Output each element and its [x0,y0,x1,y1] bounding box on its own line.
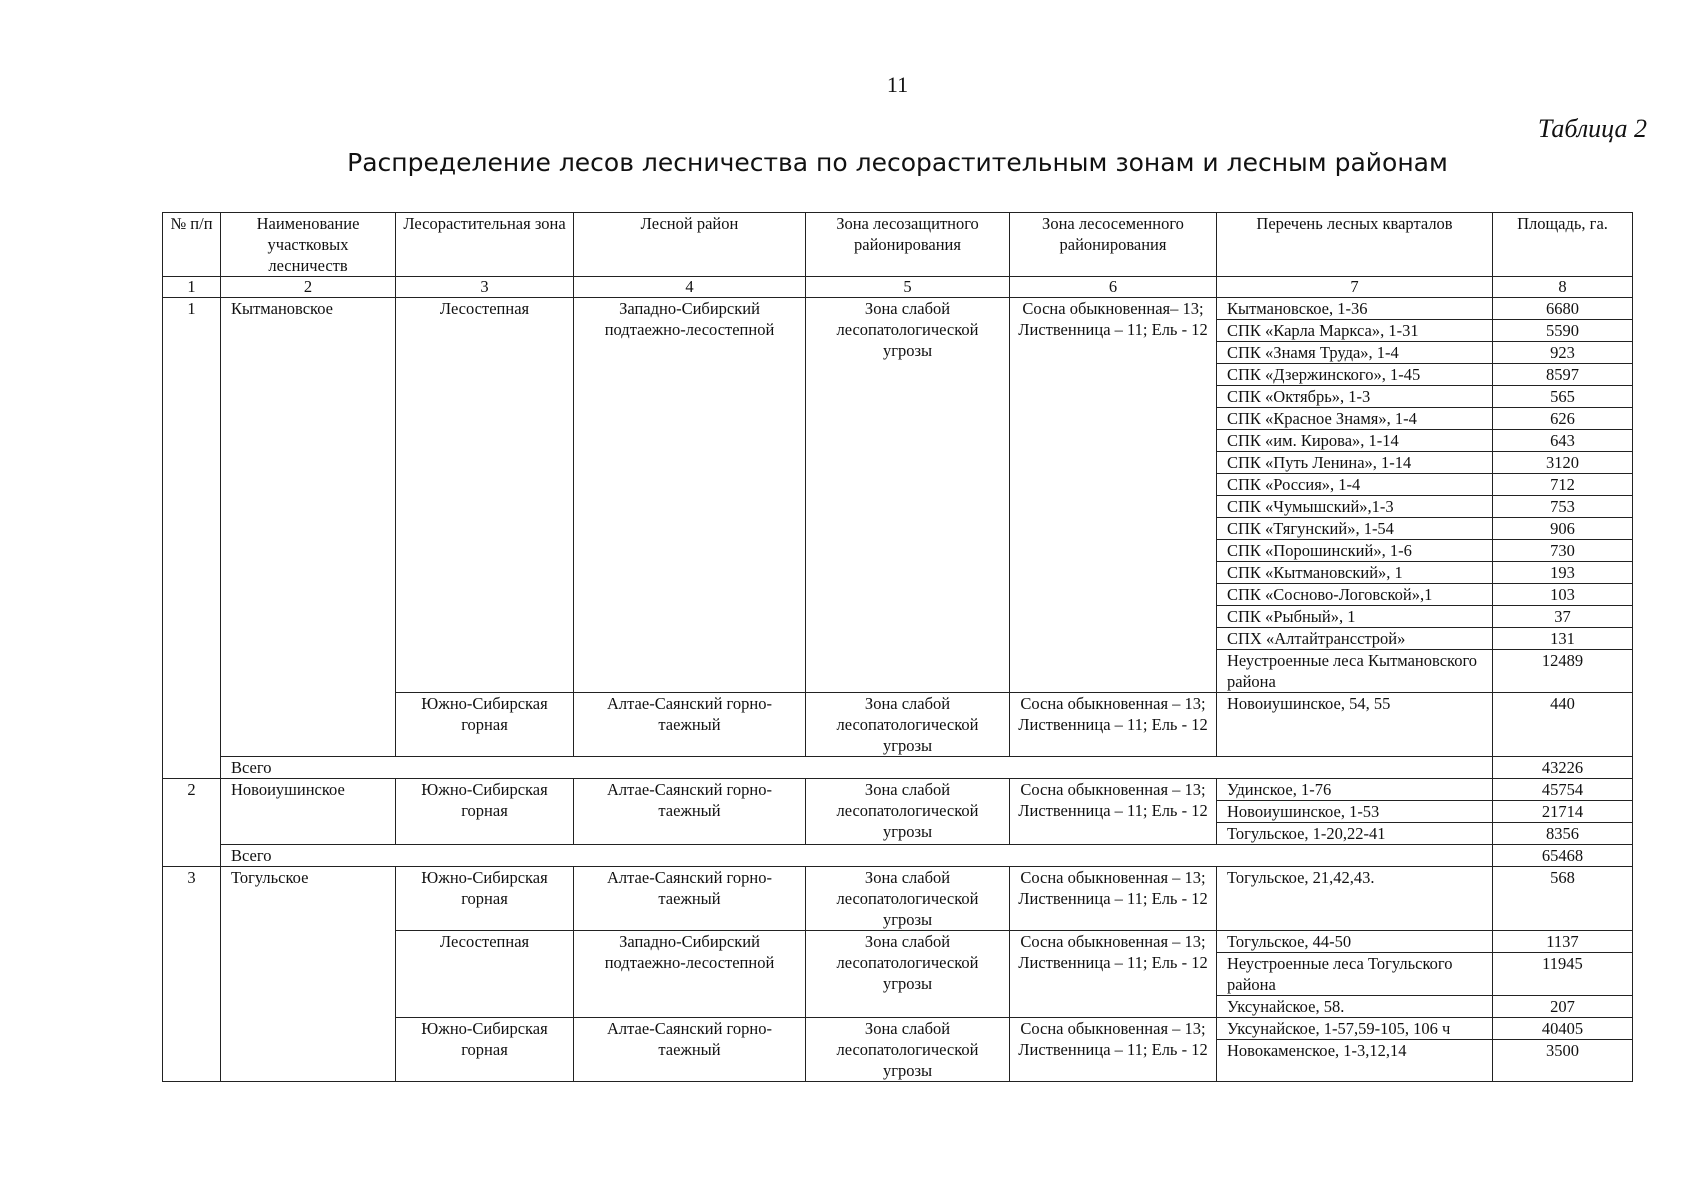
quarter-name: СПК «Октябрь», 1-3 [1217,386,1493,408]
quarter-area: 193 [1493,562,1633,584]
quarter-name: Кытмановское, 1-36 [1217,298,1493,320]
total-area: 43226 [1493,757,1633,779]
quarter-name: Неустроенные леса Кытмановского района [1217,650,1493,693]
forest-distribution-table [162,212,1633,1082]
forestry-number: 2 [163,779,221,867]
col-number: 2 [221,277,396,298]
quarter-area: 626 [1493,408,1633,430]
quarter-name: СПК «Красное Знамя», 1-4 [1217,408,1493,430]
quarter-name: СПК «Дзержинского», 1-45 [1217,364,1493,386]
quarter-name: СПК «Кытмановский», 1 [1217,562,1493,584]
total-label: Всего [221,757,1493,779]
quarter-name: СПК «Знамя Труда», 1-4 [1217,342,1493,364]
quarter-name: Неустроенные леса Тогульского района [1217,953,1493,996]
protection-zone: Зона слабой лесопатологической угрозы [806,931,1010,1018]
column-number-row [163,277,1633,298]
quarter-area: 6680 [1493,298,1633,320]
quarter-area: 45754 [1493,779,1633,801]
forest-region: Алтае-Саянский горно-таежный [574,693,806,757]
header-area: Площадь, га. [1493,213,1633,277]
col-number: 1 [163,277,221,298]
quarter-name: Новоиушинское, 54, 55 [1217,693,1493,757]
quarter-name: Тогульское, 21,42,43. [1217,867,1493,931]
quarter-area: 131 [1493,628,1633,650]
forestry-name: Новоиушинское [221,779,396,845]
seed-zone: Сосна обыкновенная – 13; Лиственница – 11; Ель - 12 [1010,779,1217,845]
header-vegetation-zone: Лесорастительная зона [396,213,574,277]
quarter-name: СПК «им. Кирова», 1-14 [1217,430,1493,452]
forest-region: Алтае-Саянский горно-таежный [574,1018,806,1082]
forest-region: Западно-Сибирский подтаежно-лесостепной [574,298,806,693]
total-row [163,845,1633,867]
quarter-name: Уксунайское, 58. [1217,996,1493,1018]
quarter-area: 643 [1493,430,1633,452]
forestry-number: 1 [163,298,221,779]
protection-zone: Зона слабой лесопатологической угрозы [806,693,1010,757]
quarter-name: СПК «Рыбный», 1 [1217,606,1493,628]
quarter-area: 40405 [1493,1018,1633,1040]
page-number: 11 [886,72,909,97]
seed-zone: Сосна обыкновенная– 13; Лиственница – 11; Ель - 12 [1010,298,1217,693]
quarter-area: 3120 [1493,452,1633,474]
quarter-name: СПХ «Алтайтрансстрой» [1217,628,1493,650]
quarter-name: Тогульское, 44-50 [1217,931,1493,953]
vegetation-zone: Южно-Сибирская горная [396,1018,574,1082]
seed-zone: Сосна обыкновенная – 13; Лиственница – 11; Ель - 12 [1010,1018,1217,1082]
quarter-area: 5590 [1493,320,1633,342]
quarter-name: СПК «Сосново-Логовской»,1 [1217,584,1493,606]
quarter-name: СПК «Россия», 1-4 [1217,474,1493,496]
header-forestry-name: Наименование участковых лесничеств [221,213,396,277]
quarter-area: 565 [1493,386,1633,408]
col-number: 8 [1493,277,1633,298]
forestry-number: 3 [163,867,221,1082]
forestry-name: Тогульское [221,867,396,1082]
forestry-name: Кытмановское [221,298,396,757]
col-number: 6 [1010,277,1217,298]
document-title: Распределение лесов лесничества по лесорастительным зонам и лесным районам [347,148,1448,177]
forest-region: Алтае-Саянский горно-таежный [574,779,806,845]
seed-zone: Сосна обыкновенная – 13; Лиственница – 11; Ель - 12 [1010,931,1217,1018]
protection-zone: Зона слабой лесопатологической угрозы [806,867,1010,931]
col-number: 4 [574,277,806,298]
quarter-area: 730 [1493,540,1633,562]
vegetation-zone: Южно-Сибирская горная [396,693,574,757]
quarter-area: 1137 [1493,931,1633,953]
quarter-name: Новокаменское, 1-3,12,14 [1217,1040,1493,1082]
quarter-name: СПК «Путь Ленина», 1-14 [1217,452,1493,474]
quarter-name: СПК «Карла Маркса», 1-31 [1217,320,1493,342]
protection-zone: Зона слабой лесопатологической угрозы [806,779,1010,845]
quarter-area: 8356 [1493,823,1633,845]
seed-zone: Сосна обыкновенная – 13; Лиственница – 11; Ель - 12 [1010,867,1217,931]
col-number: 7 [1217,277,1493,298]
quarter-area: 712 [1493,474,1633,496]
header-seed-zone: Зона лесосеменного районирования [1010,213,1217,277]
table-row [163,779,1633,801]
quarter-name: Удинское, 1-76 [1217,779,1493,801]
quarter-area: 8597 [1493,364,1633,386]
header-quarters-list: Перечень лесных кварталов [1217,213,1493,277]
quarter-name: СПК «Чумышский»,1-3 [1217,496,1493,518]
quarter-name: Тогульское, 1-20,22-41 [1217,823,1493,845]
quarter-area: 568 [1493,867,1633,931]
quarter-area: 3500 [1493,1040,1633,1082]
col-number: 5 [806,277,1010,298]
quarter-area: 12489 [1493,650,1633,693]
vegetation-zone: Лесостепная [396,298,574,693]
forest-region: Алтае-Саянский горно-таежный [574,867,806,931]
quarter-name: СПК «Тягунский», 1-54 [1217,518,1493,540]
forest-region: Западно-Сибирский подтаежно-лесостепной [574,931,806,1018]
vegetation-zone: Лесостепная [396,931,574,1018]
quarter-area: 37 [1493,606,1633,628]
header-protection-zone: Зона лесозащитного районирования [806,213,1010,277]
quarter-area: 906 [1493,518,1633,540]
quarter-area: 440 [1493,693,1633,757]
quarter-name: Новоиушинское, 1-53 [1217,801,1493,823]
header-row [163,213,1633,277]
vegetation-zone: Южно-Сибирская горная [396,779,574,845]
header-forest-region: Лесной район [574,213,806,277]
quarter-area: 207 [1493,996,1633,1018]
protection-zone: Зона слабой лесопатологической угрозы [806,1018,1010,1082]
seed-zone: Сосна обыкновенная – 13; Лиственница – 11; Ель - 12 [1010,693,1217,757]
quarter-name: СПК «Порошинский», 1-6 [1217,540,1493,562]
table-row [163,298,1633,320]
quarter-area: 103 [1493,584,1633,606]
total-label: Всего [221,845,1493,867]
quarter-area: 11945 [1493,953,1633,996]
col-number: 3 [396,277,574,298]
vegetation-zone: Южно-Сибирская горная [396,867,574,931]
header-num: № п/п [163,213,221,277]
total-area: 65468 [1493,845,1633,867]
total-row [163,757,1633,779]
quarter-area: 21714 [1493,801,1633,823]
quarter-area: 753 [1493,496,1633,518]
table-label: Таблица 2 [1537,114,1647,143]
quarter-name: Уксунайское, 1-57,59-105, 106 ч [1217,1018,1493,1040]
protection-zone: Зона слабой лесопатологической угрозы [806,298,1010,693]
table-row [163,867,1633,931]
quarter-area: 923 [1493,342,1633,364]
